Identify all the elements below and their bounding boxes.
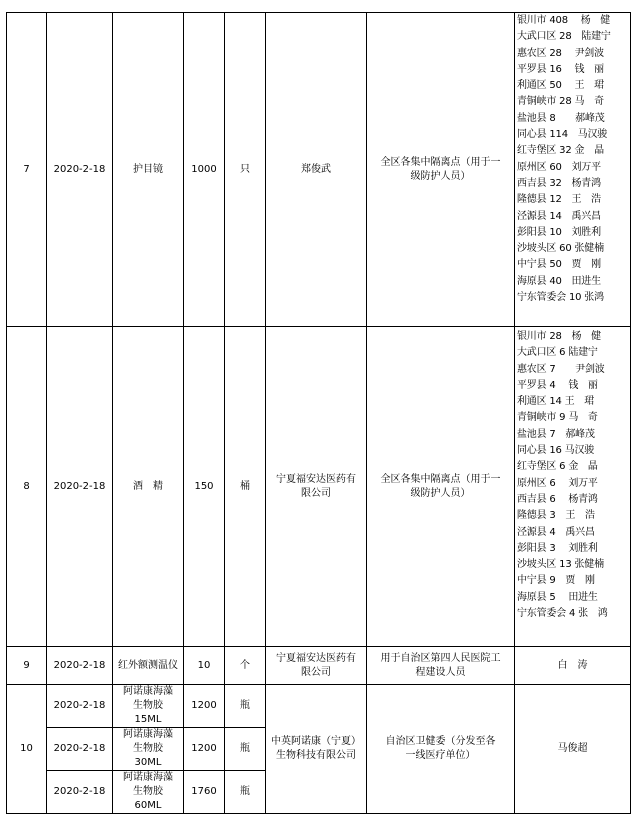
item-cell: 护目镜 [113,13,184,327]
donor-cell: 宁夏福安达医药有限公司 [266,647,367,685]
unit-cell: 个 [225,647,266,685]
allocation-line: 沙坡头区 13 张健楠 [517,559,604,571]
allocation-line: 利通区 50 王 珺 [517,80,604,92]
allocation-line: 原州区 6 刘万平 [517,477,598,489]
date-cell: 2020-2-18 [47,728,113,771]
allocation-line: 利通区 14 王 珺 [517,396,595,408]
allocation-line: 彭阳县 3 刘胜利 [517,542,598,554]
allocation-line: 泾源县 4 禹兴昌 [517,526,595,538]
allocation-line: 西吉县 32 杨青鸿 [517,177,601,189]
allocation-list [515,13,631,327]
allocation-line: 青铜峡市 28 马 奇 [517,96,604,108]
allocation-line: 惠农区 28 尹剑波 [517,47,604,59]
item-cell: 阿诺康海藻生物胶 30ML [113,728,184,771]
row-number: 10 [7,685,47,814]
recipient-cell: 白 涛 [515,647,631,685]
unit-cell: 桶 [225,327,266,647]
allocation-line: 盐池县 7 郝峰茂 [517,428,595,440]
allocation-line: 红寺堡区 32 金 晶 [517,145,604,157]
purpose-cell: 全区各集中隔离点（用于一级防护人员） [367,327,515,647]
quantity-cell: 1760 [184,771,225,814]
allocation-line: 中宁县 9 贾 刚 [517,575,595,587]
date-cell: 2020-2-18 [47,771,113,814]
allocation-line: 盐池县 8 郝峰茂 [517,112,605,124]
allocation-line: 中宁县 50 贾 刚 [517,259,601,271]
allocation-list [515,327,631,647]
date-cell: 2020-2-18 [47,327,113,647]
allocation-line: 银川市 28 杨 健 [517,331,601,342]
allocation-line: 西吉县 6 杨青鸿 [517,493,598,505]
allocation-line: 宁东管委会 10 张鸿 [517,292,604,304]
allocation-line: 宁东管委会 4 张 鸿 [517,608,608,620]
allocation-line: 原州区 60 刘万平 [517,161,601,173]
allocation-line: 海原县 40 田进生 [517,275,601,287]
allocation-line: 大武口区 28 陆建宁 [517,31,611,43]
item-cell: 红外额测温仪 [113,647,184,685]
allocation-line: 同心县 16 马汉骏 [517,445,595,457]
purpose-cell: 自治区卫健委（分发至各一线医疗单位） [367,685,515,814]
allocation-line: 隆德县 12 王 浩 [517,194,601,206]
quantity-cell: 10 [184,647,225,685]
item-cell: 酒 精 [113,327,184,647]
allocation-line: 彭阳县 10 刘胜利 [517,226,601,238]
allocation-line: 惠农区 7 尹剑波 [517,363,605,375]
allocation-line: 平罗县 4 钱 丽 [517,379,598,391]
allocation-line: 大武口区 6 陆建宁 [517,347,598,359]
table-row-8 [7,327,631,647]
item-cell: 阿诺康海藻生物胶 15ML [113,685,184,728]
allocation-line: 泾源县 14 禹兴昌 [517,210,601,222]
quantity-cell: 1200 [184,728,225,771]
date-cell: 2020-2-18 [47,685,113,728]
allocation-line: 同心县 114 马汉骏 [517,129,608,141]
allocation-line: 银川市 408 杨 健 [517,15,611,26]
donation-table [6,12,631,814]
date-cell: 2020-2-18 [47,13,113,327]
allocation-line: 沙坡头区 60 张健楠 [517,243,604,255]
donor-cell: 中英阿诺康（宁夏）生物科技有限公司 [266,685,367,814]
table-row-9 [7,647,631,685]
unit-cell: 瓶 [225,771,266,814]
row-number: 9 [7,647,47,685]
row-number: 8 [7,327,47,647]
donor-cell: 郑俊武 [266,13,367,327]
quantity-cell: 150 [184,327,225,647]
unit-cell: 只 [225,13,266,327]
allocation-line: 平罗县 16 钱 丽 [517,63,604,75]
unit-cell: 瓶 [225,728,266,771]
item-cell: 阿诺康海藻生物胶 60ML [113,771,184,814]
allocation-line: 海原县 5 田进生 [517,591,598,603]
purpose-cell: 用于自治区第四人民医院工程建设人员 [367,647,515,685]
unit-cell: 瓶 [225,685,266,728]
donor-cell: 宁夏福安达医药有限公司 [266,327,367,647]
purpose-cell: 全区各集中隔离点（用于一级防护人员） [367,13,515,327]
allocation-line: 红寺堡区 6 金 晶 [517,461,598,473]
table-row-10 [7,685,631,728]
quantity-cell: 1000 [184,13,225,327]
table-row-7 [7,13,631,327]
allocation-line: 青铜峡市 9 马 奇 [517,412,598,424]
allocation-line: 隆德县 3 王 浩 [517,510,595,522]
row-number: 7 [7,13,47,327]
date-cell: 2020-2-18 [47,647,113,685]
recipient-cell: 马俊超 [515,685,631,814]
quantity-cell: 1200 [184,685,225,728]
